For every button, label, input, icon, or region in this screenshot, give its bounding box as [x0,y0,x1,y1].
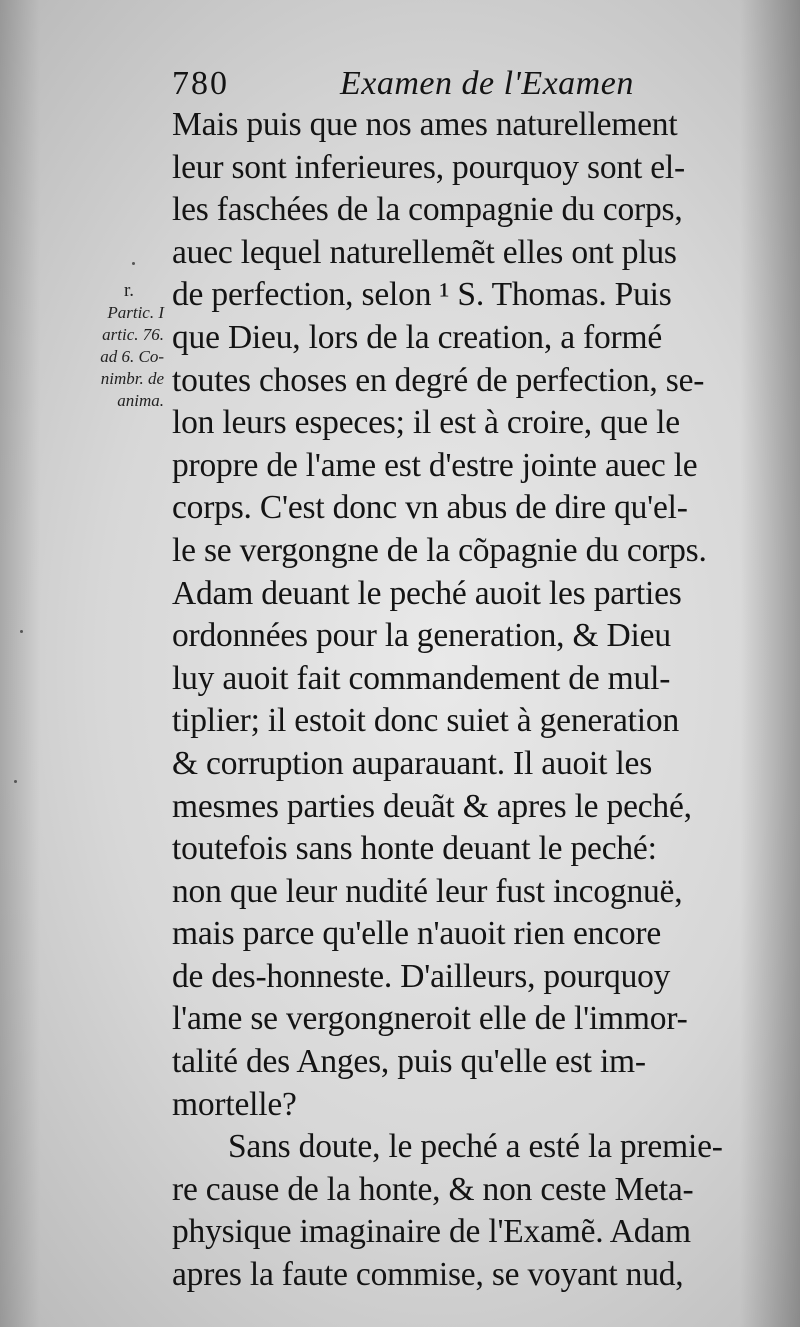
text-line: lon leurs especes; il est à croire, que le [172,404,680,442]
text-line: luy auoit fait commandement de mul- [172,659,671,697]
text-line: mortelle? [172,1085,297,1123]
running-head [172,62,692,106]
text-line: le se vergongne de la cõpagnie du corps. [172,531,707,569]
gutter-shadow [0,0,40,1327]
text-line: toutefois sans honte deuant le peché: [172,830,657,868]
text-line: leur sont inferieures, pourquoy sont el- [172,148,685,186]
text-line: les faschées de la compagnie du corps, [172,191,683,229]
text-line: toutes choses en degré de perfection, se- [172,361,705,399]
marginal-note-line: artic. 76. [102,325,164,344]
text-line: non que leur nudité leur fust incognuë, [172,872,683,910]
text-line: corps. C'est donc vn abus de dire qu'el- [172,489,688,527]
text-line: l'ame se vergongneroit elle de l'immor- [172,1000,688,1038]
marginal-note-line: r. [123,280,134,301]
text-line: apres la faute commise, se voyant nud, [172,1256,684,1294]
text-line: re cause de la honte, & non ceste Meta- [172,1170,694,1208]
text-line: tiplier; il estoit donc suiet à generation [172,702,679,740]
text-line: ordonnées pour la generation, & Dieu [172,617,671,655]
page-number: 780 [172,65,229,102]
marginal-note-line: ad 6. Co- [100,347,164,366]
text-line: & corruption auparauant. Il auoit les [172,744,653,782]
text-line: auec lequel naturellemẽt elles ont plus [172,233,677,271]
marginal-note-line: anima. [117,391,164,410]
text-line: mais parce qu'elle n'auoit rien encore [172,915,662,953]
marginal-note [46,280,164,412]
paper-speck [20,630,23,633]
paper-speck [132,262,135,265]
text-line: Mais puis que nos ames naturellement [172,106,678,143]
text-line: Adam deuant le peché auoit les parties [172,574,682,612]
text-line: de perfection, selon ¹ S. Thomas. Puis [172,276,672,314]
body-text [172,104,772,1297]
text-line: mesmes parties deuãt & apres le peché, [172,787,692,825]
marginal-note-line: nimbr. de [100,369,164,388]
paper-speck [14,780,17,783]
text-line: de des-honneste. D'ailleurs, pourquoy [172,957,671,995]
text-line: talité des Anges, puis qu'elle est im- [172,1043,646,1081]
text-line: propre de l'ame est d'estre jointe auec le [172,446,698,484]
text-line: que Dieu, lors de la creation, a formé [172,318,663,356]
text-line: Sans doute, le peché a esté la premie- [228,1128,723,1166]
text-line: physique imaginaire de l'Examẽ. Adam [172,1213,691,1251]
running-title: Examen de l'Examen [340,65,634,102]
marginal-note-line: Partic. I [107,303,164,322]
